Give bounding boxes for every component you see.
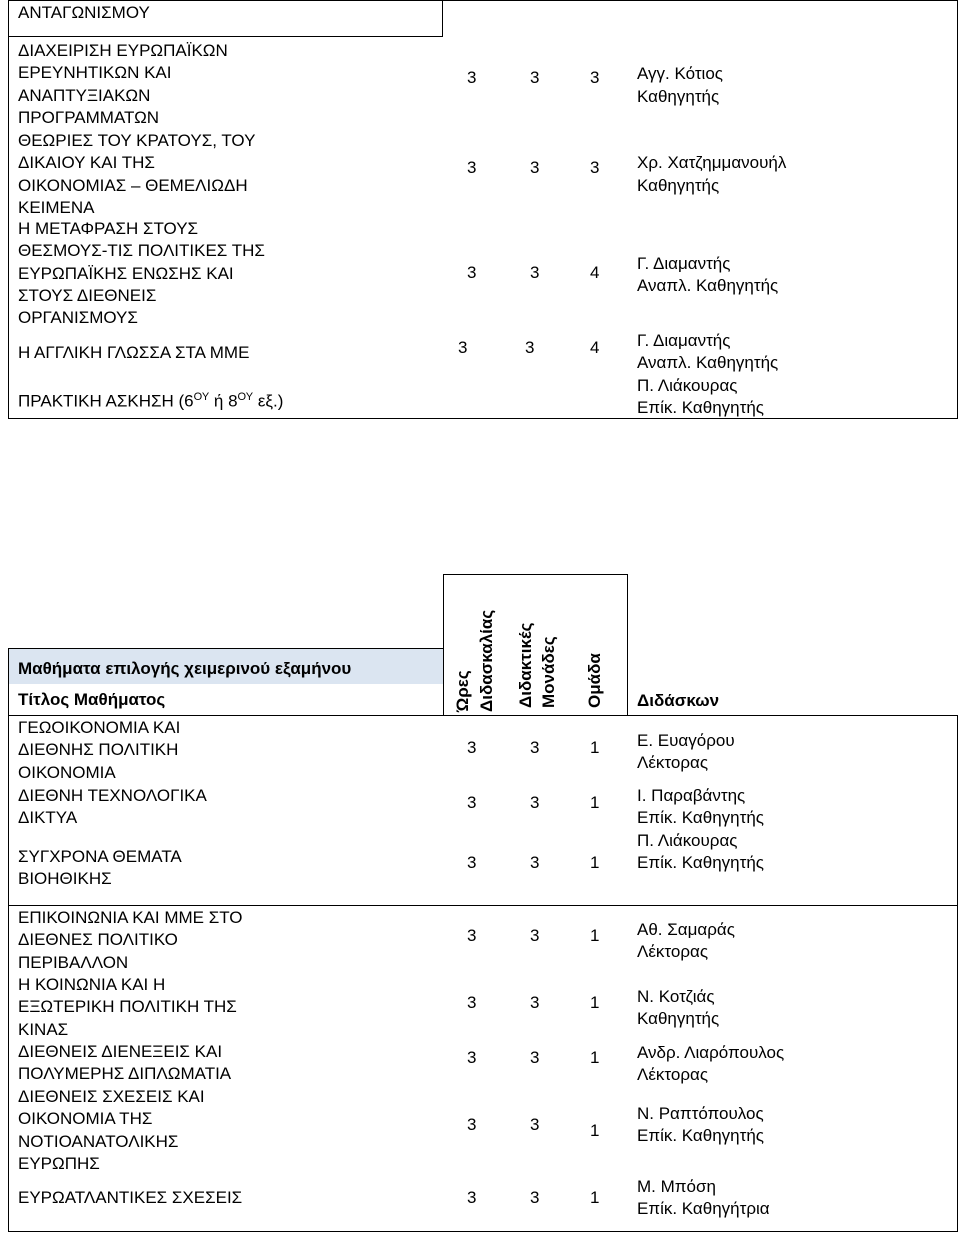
credit-units: 3 — [530, 1115, 540, 1134]
credit-units: 3 — [530, 68, 540, 87]
credit-units: 3 — [530, 853, 540, 872]
course-title: ΟΙΚΟΝΟΜΙΑ — [18, 763, 116, 782]
teacher-rank: Λέκτορας — [637, 753, 709, 772]
course-title: Η ΚΟΙΝΩΝΙΑ ΚΑΙ Η — [18, 975, 166, 994]
teacher-rank: Καθηγητής — [637, 87, 720, 106]
course-title: ΚΙΝΑΣ — [18, 1020, 69, 1039]
teacher-rank: Λέκτορας — [637, 942, 709, 961]
group: 1 — [590, 853, 600, 872]
course-title: ΔΙΕΘΝΕΙΣ ΔΙΕΝΕΞΕΙΣ ΚΑΙ — [18, 1042, 223, 1061]
teaching-hours: 3 — [467, 158, 477, 177]
credit-units: 3 — [530, 158, 540, 177]
teacher-rank: Επίκ. Καθηγήτρια — [637, 1199, 770, 1218]
group: 1 — [590, 993, 600, 1012]
credit-units: 3 — [530, 263, 540, 282]
table-border — [8, 905, 958, 906]
teacher-name: Π. Λιάκουρας — [637, 831, 738, 850]
table-border — [8, 0, 9, 419]
course-title: ΕΥΡΩΠΑΪΚΗΣ ΕΝΩΣΗΣ ΚΑΙ — [18, 264, 234, 283]
credit-units: 3 — [530, 993, 540, 1012]
table-border — [8, 715, 958, 716]
course-title: ΕΥΡΩΑΤΛΑΝΤΙΚΕΣ ΣΧΕΣΕΙΣ — [18, 1188, 243, 1207]
teaching-hours: 3 — [458, 338, 468, 357]
teacher-name: Ν. Ραπτόπουλος — [637, 1104, 764, 1123]
group: 1 — [590, 926, 600, 945]
group: 1 — [590, 793, 600, 812]
course-title: ΠΡΑΚΤΙΚΗ ΑΣΚΗΣΗ ($6^{O\Upsilon}$ ή $8^{O\Upsilon}$ εξ.) — [18, 391, 284, 411]
table-border — [442, 0, 443, 37]
table-border — [443, 574, 444, 715]
course-title: ΒΙΟΗΘΙΚΗΣ — [18, 869, 112, 888]
teacher-rank: Επίκ. Καθηγητής — [637, 1126, 764, 1145]
column-header-hours: Διδασκαλίας — [477, 609, 496, 712]
course-title: ΣΤΟΥΣ ΔΙΕΘΝΕΙΣ — [18, 286, 157, 305]
course-title: ΕΥΡΩΠΗΣ — [18, 1154, 100, 1173]
teaching-hours: 3 — [467, 853, 477, 872]
credit-units: 3 — [530, 1188, 540, 1207]
group: 3 — [590, 68, 600, 87]
teaching-hours: 3 — [467, 1115, 477, 1134]
table-border — [8, 36, 442, 37]
course-title: ΣΥΓΧΡΟΝΑ ΘΕΜΑΤΑ — [18, 847, 182, 866]
course-title: ΟΙΚΟΝΟΜΙΑ ΤΗΣ — [18, 1109, 153, 1128]
table-border — [8, 648, 9, 1232]
table-border — [8, 648, 444, 649]
teacher-name: Γ. Διαμαντής — [637, 331, 731, 350]
teaching-hours: 3 — [467, 926, 477, 945]
teacher-rank: Αναπλ. Καθηγητής — [637, 276, 779, 295]
teaching-hours: 3 — [467, 993, 477, 1012]
table-border — [627, 574, 628, 715]
course-title: ΟΡΓΑΝΙΣΜΟΥΣ — [18, 308, 138, 327]
credit-units: 3 — [525, 338, 535, 357]
column-header-units: Διδακτικές — [516, 622, 535, 708]
teacher-rank: Καθηγητής — [637, 176, 720, 195]
course-title: ΕΠΙΚΟΙΝΩΝΙΑ ΚΑΙ ΜΜΕ ΣΤΟ — [18, 908, 243, 927]
group: 4 — [590, 263, 600, 282]
teaching-hours: 3 — [467, 68, 477, 87]
course-title: ΠΟΛΥΜΕΡΗΣ ΔΙΠΛΩΜΑΤΙΑ — [18, 1064, 232, 1083]
course-title: ΔΙΕΘΝΗΣ ΠΟΛΙΤΙΚΗ — [18, 740, 179, 759]
teacher-rank: Λέκτορας — [637, 1065, 709, 1084]
teacher-name: Π. Λιάκουρας — [637, 376, 738, 395]
teaching-hours: 3 — [467, 263, 477, 282]
course-title: ΟΙΚΟΝΟΜΙΑΣ – ΘΕΜΕΛΙΩΔΗ — [18, 176, 248, 195]
column-header-group: Ομάδα — [585, 653, 604, 708]
course-title: ΔΙΑΧΕΙΡΙΣΗ ΕΥΡΩΠΑΪΚΩΝ — [18, 41, 228, 60]
teacher-rank: Επίκ. Καθηγητής — [637, 853, 764, 872]
teacher-name: Γ. Διαμαντής — [637, 254, 731, 273]
column-header-teacher: Διδάσκων — [637, 691, 720, 710]
course-title: ΚΕΙΜΕΝΑ — [18, 198, 95, 217]
course-title: ΓΕΩΟΙΚΟΝΟΜΙΑ ΚΑΙ — [18, 718, 181, 737]
course-title: ΕΞΩΤΕΡΙΚΗ ΠΟΛΙΤΙΚΗ ΤΗΣ — [18, 997, 237, 1016]
credit-units: 3 — [530, 1048, 540, 1067]
course-title: ΘΕΩΡΙΕΣ ΤΟΥ ΚΡΑΤΟΥΣ, ΤΟΥ — [18, 131, 256, 150]
table-border — [957, 0, 958, 419]
table-border — [8, 1231, 958, 1232]
credit-units: 3 — [530, 738, 540, 757]
course-title: ΘΕΣΜΟΥΣ-ΤΙΣ ΠΟΛΙΤΙΚΕΣ ΤΗΣ — [18, 241, 265, 260]
column-header-hours: Ώρες — [453, 670, 472, 712]
group: 3 — [590, 158, 600, 177]
teacher-name: Αθ. Σαμαράς — [637, 920, 735, 939]
course-title: ΑΝΤΑΓΩΝΙΣΜΟΥ — [18, 3, 150, 22]
column-header-units: Μονάδες — [539, 636, 558, 708]
teacher-rank: Επίκ. Καθηγητής — [637, 398, 764, 417]
course-title: ΔΙΕΘΝΕΙΣ ΣΧΕΣΕΙΣ ΚΑΙ — [18, 1087, 205, 1106]
teacher-name: Αγγ. Κότιος — [637, 64, 723, 83]
credit-units: 3 — [530, 793, 540, 812]
course-title: ΔΙΚΑΙΟΥ ΚΑΙ ΤΗΣ — [18, 153, 155, 172]
teaching-hours: 3 — [467, 1188, 477, 1207]
course-title: ΑΝΑΠΤΥΞΙΑΚΩΝ — [18, 86, 151, 105]
course-title: ΠΕΡΙΒΑΛΛΟΝ — [18, 953, 129, 972]
course-title: Η ΑΓΓΛΙΚΗ ΓΛΩΣΣΑ ΣΤΑ ΜΜΕ — [18, 343, 250, 362]
group: 4 — [590, 338, 600, 357]
group: 1 — [590, 1188, 600, 1207]
course-title: ΝΟΤΙΟΑΝΑΤΟΛΙΚΗΣ — [18, 1132, 179, 1151]
teacher-name: Ε. Ευαγόρου — [637, 731, 735, 750]
group: 1 — [590, 738, 600, 757]
course-title: ΔΙΕΘΝΕΣ ΠΟΛΙΤΙΚΟ — [18, 930, 178, 949]
teaching-hours: 3 — [467, 793, 477, 812]
group: 1 — [590, 1121, 600, 1140]
teacher-rank: Επίκ. Καθηγητής — [637, 808, 764, 827]
teacher-name: Ι. Παραβάντης — [637, 786, 746, 805]
teacher-name: Μ. Μπόση — [637, 1177, 716, 1196]
teacher-rank: Καθηγητής — [637, 1009, 720, 1028]
course-title: ΕΡΕΥΝΗΤΙΚΩΝ ΚΑΙ — [18, 63, 172, 82]
table-border — [8, 418, 958, 419]
teacher-name: Χρ. Χατζημμανουήλ — [637, 153, 787, 172]
teaching-hours: 3 — [467, 738, 477, 757]
teaching-hours: 3 — [467, 1048, 477, 1067]
group: 1 — [590, 1048, 600, 1067]
course-title: Η ΜΕΤΑΦΡΑΣΗ ΣΤΟΥΣ — [18, 219, 199, 238]
course-title: ΔΙΕΘΝΗ ΤΕΧΝΟΛΟΓΙΚΑ — [18, 786, 207, 805]
teacher-name: Ανδρ. Λιαρόπουλος — [637, 1043, 785, 1062]
section-title: Μαθήματα επιλογής χειμερινού εξαμήνου — [18, 659, 352, 678]
table-border — [957, 715, 958, 1232]
teacher-rank: Αναπλ. Καθηγητής — [637, 353, 779, 372]
course-title: ΔΙΚΤΥΑ — [18, 808, 78, 827]
teacher-name: Ν. Κοτζιάς — [637, 987, 715, 1006]
column-header-title: Τίτλος Μαθήματος — [18, 690, 166, 709]
table-border — [443, 574, 628, 575]
credit-units: 3 — [530, 926, 540, 945]
course-title: ΠΡΟΓΡΑΜΜΑΤΩΝ — [18, 108, 160, 127]
table-border — [8, 0, 958, 1]
